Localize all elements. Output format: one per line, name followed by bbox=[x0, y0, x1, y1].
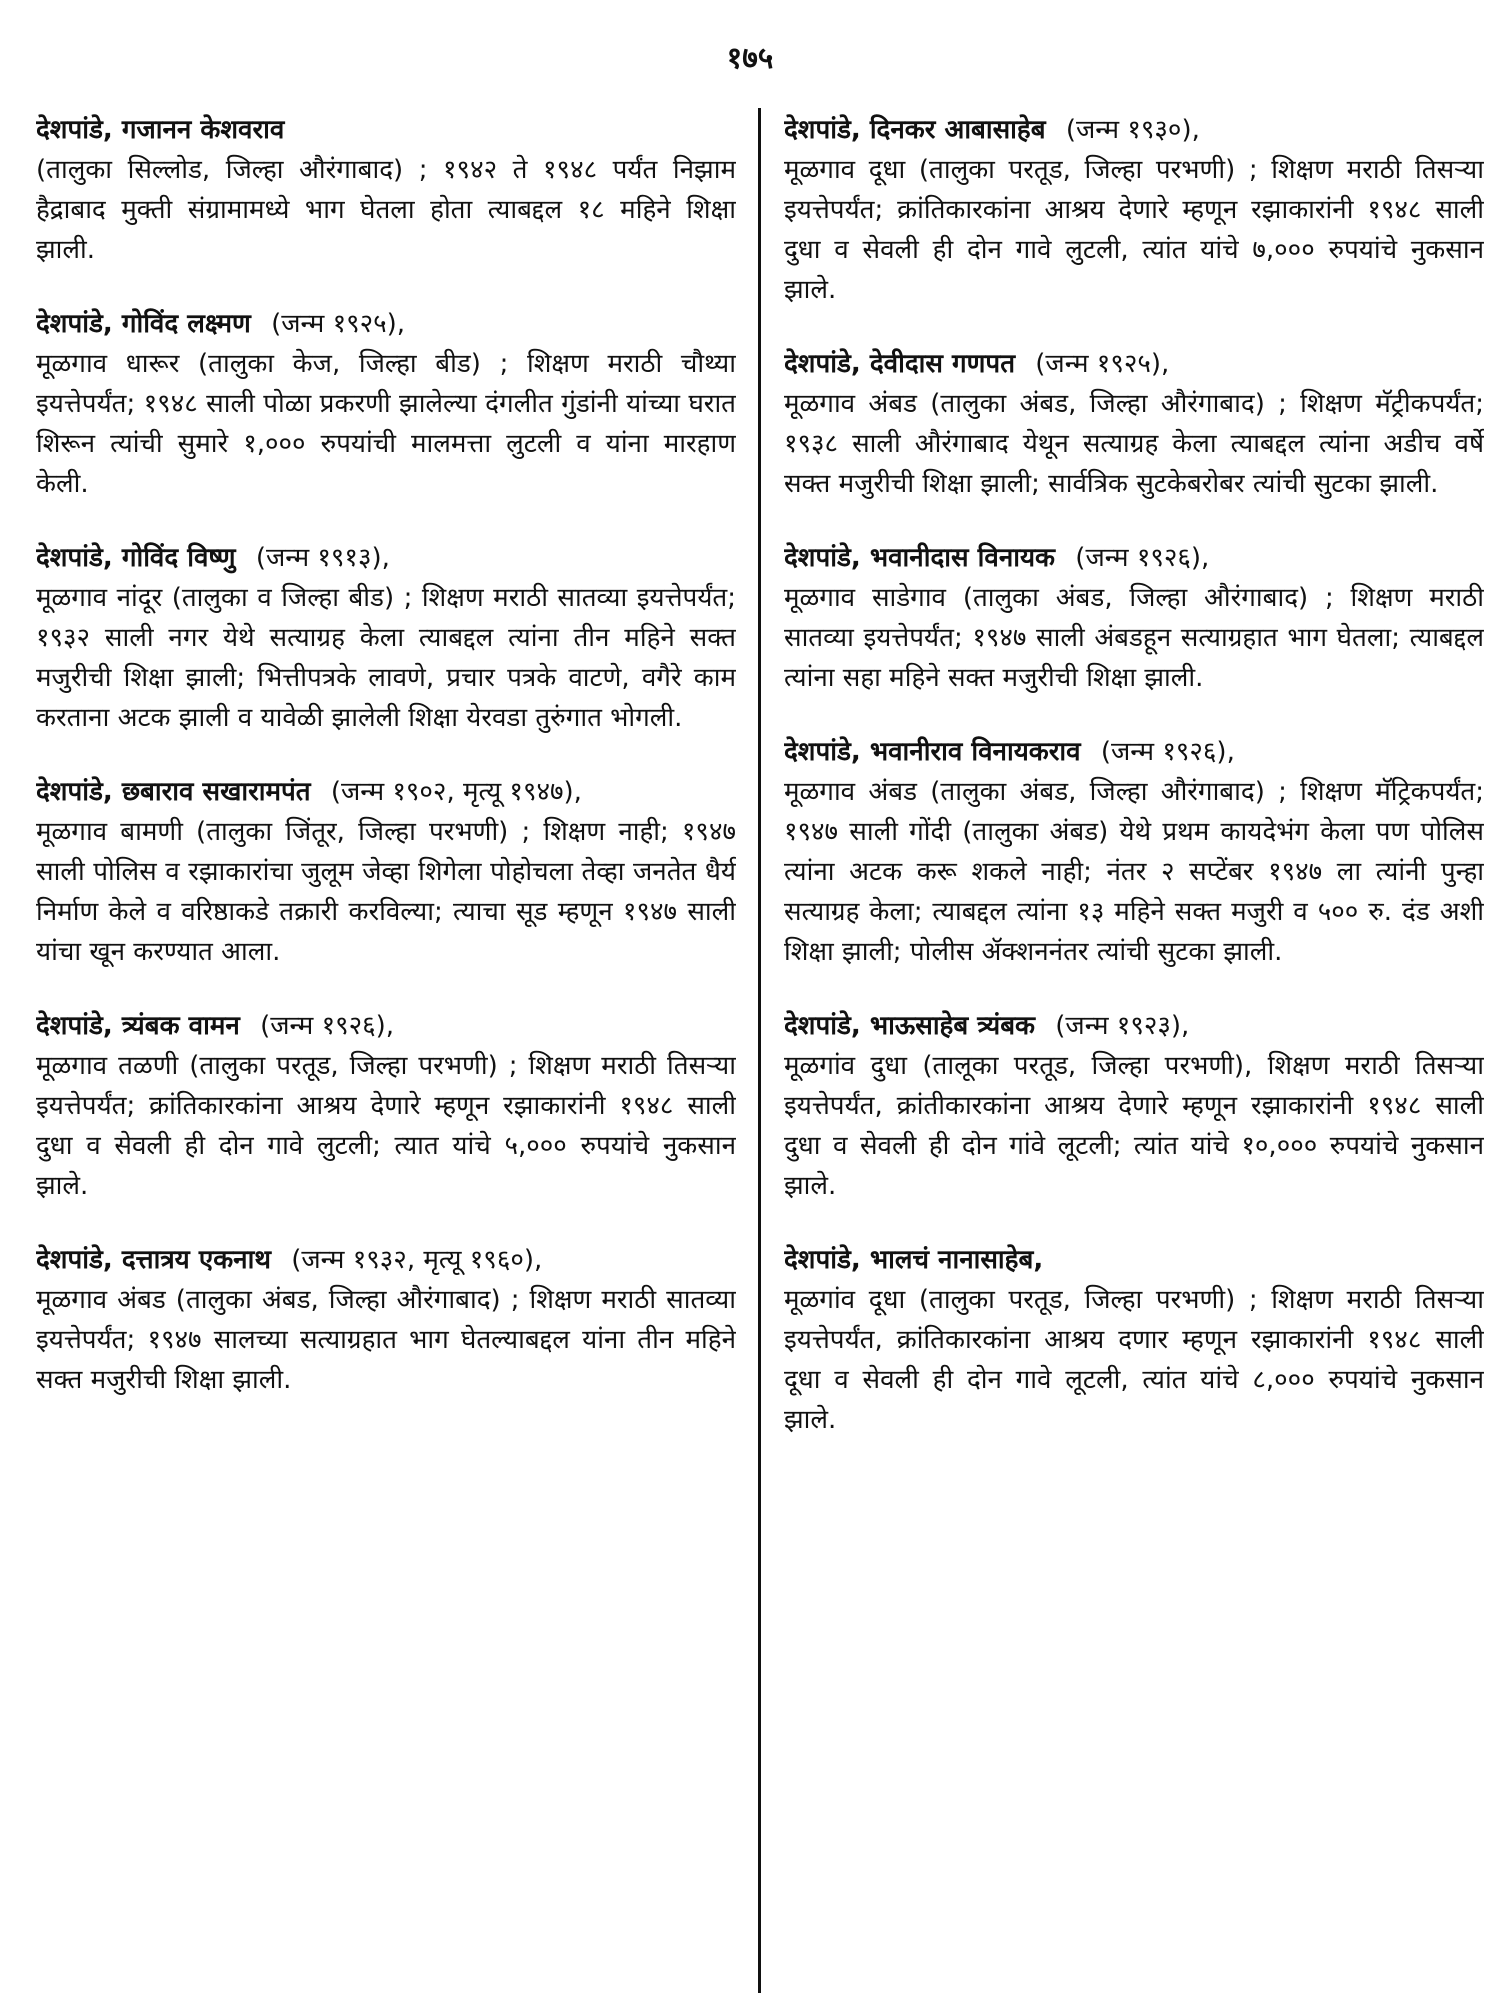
biography-entry bbox=[36, 772, 736, 972]
biography-entry bbox=[784, 344, 1484, 504]
entry-body: मूळगाव साडेगाव (तालुका अंबड, जिल्हा औरंगाबाद) ; शिक्षण मराठी सातव्या इयत्तेपर्यंत; १९४७ साली अंबडहून सत्याग्रहात भाग घेतला; त्याबद्दल त्यांना सहा महिने सक्त मजुरीची शिक्षा झाली. bbox=[784, 583, 1484, 693]
biography-entry bbox=[36, 1240, 736, 1400]
entry-heading bbox=[784, 538, 1484, 578]
biography-entry bbox=[784, 110, 1484, 310]
entry-name: देशपांडे, गजानन केशवराव bbox=[36, 115, 285, 145]
entry-heading bbox=[784, 1006, 1484, 1046]
entry-life-dates: (जन्म १९०२, मृत्यू १९४७), bbox=[330, 777, 582, 807]
left-column bbox=[36, 110, 736, 1990]
entry-heading bbox=[36, 1240, 736, 1280]
entry-name: देशपांडे, दिनकर आबासाहेब bbox=[784, 115, 1046, 145]
entry-name: देशपांडे, भवानीराव विनायकराव bbox=[784, 737, 1081, 767]
entry-name: देशपांडे, देवीदास गणपत bbox=[784, 349, 1016, 379]
entry-body: मूळगाव दूधा (तालुका परतूड, जिल्हा परभणी) ; शिक्षण मराठी तिसऱ्या इयत्तेपर्यंत; क्रांतिकारकांना आश्रय देणारे म्हणून रझाकारांनी १९४८ साली दुधा व सेवली ही दोन गावे लुटली, त्यांत यांचे ७,००० रुपयांचे नुकसान झाले. bbox=[784, 155, 1484, 305]
biography-entry bbox=[784, 538, 1484, 698]
right-column bbox=[784, 110, 1484, 1990]
entry-life-dates: (जन्म १९३०), bbox=[1065, 115, 1200, 145]
entry-heading bbox=[36, 1006, 736, 1046]
entry-body: मूळगाव अंबड (तालुका अंबड, जिल्हा औरंगाबाद) ; शिक्षण मॅट्रिकपर्यंत; १९४७ साली गोंदी (तालुका अंबड) येथे प्रथम कायदेभंग केला पण पोलिस त्यांना अटक करू शकले नाही; नंतर २ सप्टेंबर १९४७ ला त्यांनी पुन्हा सत्याग्रह केला; त्याबद्दल त्यांना १३ महिने सक्त मजुरी व ५०० रु. दंड अशी शिक्षा झाली; पोलीस ॲक्शननंतर त्यांची सुटका झाली. bbox=[784, 777, 1484, 967]
entry-name: देशपांडे, दत्तात्रय एकनाथ bbox=[36, 1245, 271, 1275]
entry-heading bbox=[784, 732, 1484, 772]
entry-life-dates: (जन्म १९१३), bbox=[255, 543, 390, 573]
entry-heading bbox=[784, 344, 1484, 384]
entry-body: मूळगाव धारूर (तालुका केज, जिल्हा बीड) ; शिक्षण मराठी चौथ्या इयत्तेपर्यंत; १९४८ साली पोळा प्रकरणी झालेल्या दंगलीत गुंडांनी यांच्या घरात शिरून त्यांची सुमारे १,००० रुपयांची मालमत्ता लुटली व यांना मारहाण केली. bbox=[36, 349, 736, 499]
biography-entry bbox=[784, 1240, 1484, 1440]
entry-heading bbox=[784, 1240, 1484, 1280]
entry-name: देशपांडे, त्र्यंबक वामन bbox=[36, 1011, 240, 1041]
entry-body: मूळगांव दुधा (तालूका परतूड, जिल्हा परभणी), शिक्षण मराठी तिसऱ्या इयत्तेपर्यंत, क्रांतीकारकांना आश्रय देणारे म्हणून रझाकारांनी १९४८ साली दुधा व सेवली ही दोन गांवे लूटली; त्यांत यांचे १०,००० रुपयांचे नुकसान झाले. bbox=[784, 1051, 1484, 1201]
entry-heading bbox=[36, 304, 736, 344]
entry-body: मूळगाव अंबड (तालुका अंबड, जिल्हा औरंगाबाद) ; शिक्षण मॅट्रीकपर्यंत; १९३८ साली औरंगाबाद येथून सत्याग्रह केला त्याबद्दल त्यांना अडीच वर्षे सक्त मजुरीची शिक्षा झाली; सार्वत्रिक सुटकेबरोबर त्यांची सुटका झाली. bbox=[784, 389, 1484, 499]
entry-body: मूळगाव अंबड (तालुका अंबड, जिल्हा औरंगाबाद) ; शिक्षण मराठी सातव्या इयत्तेपर्यंत; १९४७ सालच्या सत्याग्रहात भाग घेतल्याबद्दल यांना तीन महिने सक्त मजुरीची शिक्षा झाली. bbox=[36, 1285, 736, 1395]
entry-life-dates: (जन्म १९२६), bbox=[1075, 543, 1210, 573]
entry-heading bbox=[36, 110, 736, 150]
entry-life-dates: (जन्म १९२६), bbox=[1100, 737, 1235, 767]
entry-life-dates: (जन्म १९२५), bbox=[271, 309, 406, 339]
entry-name: देशपांडे, भालचं नानासाहेब, bbox=[784, 1245, 1044, 1275]
entry-body: मूळगाव बामणी (तालुका जिंतूर, जिल्हा परभणी) ; शिक्षण नाही; १९४७ साली पोलिस व रझाकारांचा जुलूम जेव्हा शिगेला पोहोचला तेव्हा जनतेत धैर्य निर्माण केले व वरिष्ठाकडे तक्रारी करविल्या; त्याचा सूड म्हणून १९४७ साली यांचा खून करण्यात आला. bbox=[36, 817, 736, 967]
page-number: १७५ bbox=[726, 41, 774, 76]
entry-life-dates: (जन्म १९२५), bbox=[1035, 349, 1170, 379]
biography-entry bbox=[784, 732, 1484, 972]
entry-life-dates: (जन्म १९२६), bbox=[260, 1011, 395, 1041]
entry-heading bbox=[36, 772, 736, 812]
entry-heading bbox=[36, 538, 736, 578]
entry-name: देशपांडे, भाऊसाहेब त्र्यंबक bbox=[784, 1011, 1036, 1041]
column-divider bbox=[758, 108, 761, 1993]
entry-life-dates: (जन्म १९३२, मृत्यू १९६०), bbox=[291, 1245, 543, 1275]
entry-body: मूळगांव दूधा (तालुका परतूड, जिल्हा परभणी) ; शिक्षण मराठी तिसऱ्या इयत्तेपर्यंत, क्रांतिकारकांना आश्रय दणार म्हणून रझाकारांनी १९४८ साली दूधा व सेवली ही दोन गावे लूटली, त्यांत यांचे ८,००० रुपयांचे नुकसान झाले. bbox=[784, 1285, 1484, 1435]
entry-name: देशपांडे, गोविंद लक्ष्मण bbox=[36, 309, 251, 339]
entry-body: (तालुका सिल्लोड, जिल्हा औरंगाबाद) ; १९४२ ते १९४८ पर्यंत निझाम हैद्राबाद मुक्ती संग्रामामध्ये भाग घेतला होता त्याबद्दल १८ महिने शिक्षा झाली. bbox=[36, 155, 736, 265]
biography-entry bbox=[784, 1006, 1484, 1206]
entry-body: मूळगाव नांदूर (तालुका व जिल्हा बीड) ; शिक्षण मराठी सातव्या इयत्तेपर्यंत; १९३२ साली नगर येथे सत्याग्रह केला त्याबद्दल त्यांना तीन महिने सक्त मजुरीची शिक्षा झाली; भित्तीपत्रके लावणे, प्रचार पत्रके वाटणे, वगैरे काम करताना अटक झाली व यावेळी झालेली शिक्षा येरवडा तुरुंगात भोगली. bbox=[36, 583, 736, 733]
entry-body: मूळगाव तळणी (तालुका परतूड, जिल्हा परभणी) ; शिक्षण मराठी तिसऱ्या इयत्तेपर्यंत; क्रांतिकारकांना आश्रय देणारे म्हणून रझाकारांनी १९४८ साली दुधा व सेवली ही दोन गावे लुटली; त्यात यांचे ५,००० रुपयांचे नुकसान झाले. bbox=[36, 1051, 736, 1201]
entry-name: देशपांडे, छबाराव सखारामपंत bbox=[36, 777, 311, 807]
entry-life-dates: (जन्म १९२३), bbox=[1055, 1011, 1190, 1041]
entry-name: देशपांडे, गोविंद विष्णु bbox=[36, 543, 236, 573]
biography-entry bbox=[36, 538, 736, 738]
entry-name: देशपांडे, भवानीदास विनायक bbox=[784, 543, 1056, 573]
biography-entry bbox=[36, 304, 736, 504]
biography-entry bbox=[36, 1006, 736, 1206]
biography-entry bbox=[36, 110, 736, 270]
entry-heading bbox=[784, 110, 1484, 150]
